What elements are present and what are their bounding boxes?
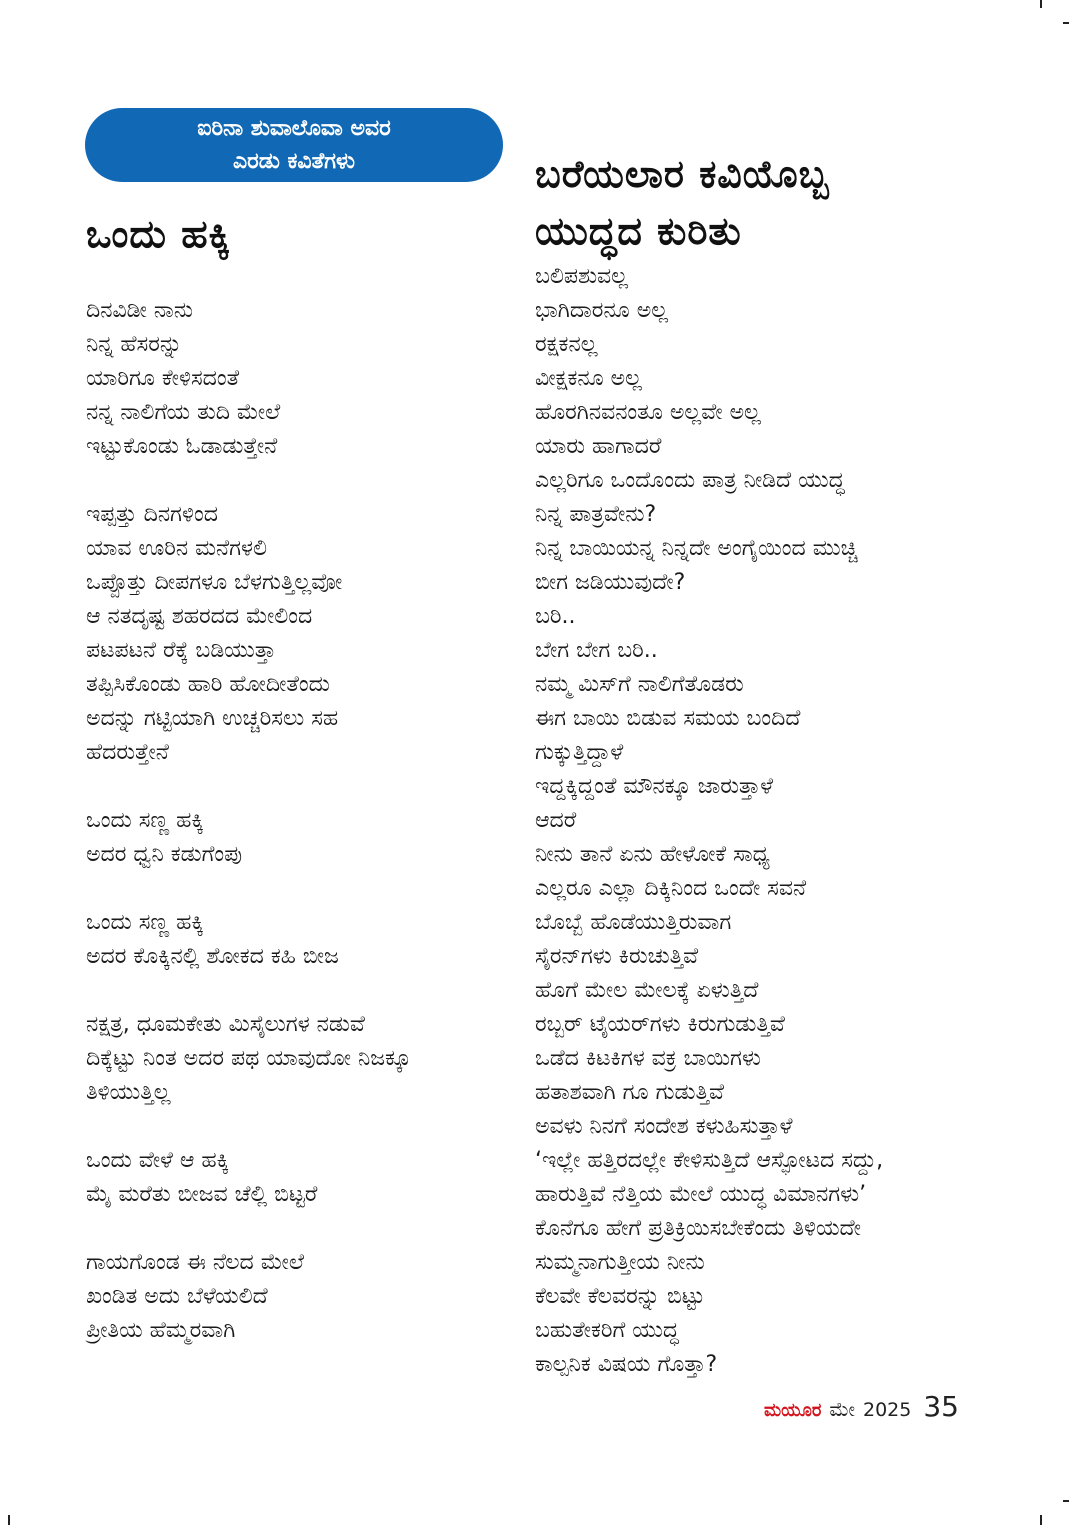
poem-line: ರಕ್ಷಕನಲ್ಲ [535,332,598,357]
poem-line: ಬಲಿಪಶುವಲ್ಲ [535,264,629,289]
stanza [86,804,526,872]
poem-line: ಸುಮ್ಮನಾಗುತ್ತೀಯ ನೀನು [535,1250,705,1275]
right-poem-title [535,146,830,260]
stanza [86,1246,526,1348]
poem-line: ಮೈ ಮರೆತು ಬೀಜವ ಚೆಲ್ಲಿ ಬಿಟ್ಟರೆ [86,1182,318,1207]
crop-mark [1063,22,1069,24]
poem-line: ನಕ್ಷತ್ರ, ಧೂಮಕೇತು ಮಿಸೈಲುಗಳ ನಡುವೆ [86,1012,365,1037]
poem-line: ಕೊನೆಗೂ ಹೇಗೆ ಪ್ರತಿಕ್ರಿಯಿಸಬೇಕೆಂದು ತಿಳಿಯದೇ [535,1216,861,1241]
stanza [86,906,526,974]
poem-line: ನಿನ್ನ ಹೆಸರನ್ನು [86,332,183,357]
poem-line: ಬೊಬ್ಬೆ ಹೊಡೆಯುತ್ತಿರುವಾಗ [535,910,732,935]
poem-line: ನನ್ನ ನಾಲಿಗೆಯ ತುದಿ ಮೇಲೆ [86,400,281,425]
poem-line: ಪ್ರೀತಿಯ ಹೆಮ್ಮರವಾಗಿ [86,1318,236,1343]
poem-line: ಅದನ್ನು ಗಟ್ಟಿಯಾಗಿ ಉಚ್ಚರಿಸಲು ಸಹ [86,706,339,731]
poem-line: ಪಟಪಟನೆ ರೆಕ್ಕೆ ಬಡಿಯುತ್ತಾ [86,638,277,663]
poem-line: ದಿನವಿಡೀ ನಾನು [86,298,194,323]
poem-line: ಹೊಗೆ ಮೇಲ ಮೇಲಕ್ಕೆ ಏಳುತ್ತಿದೆ [535,978,759,1003]
right-poem-body [535,260,1005,1382]
page-number: 35 [923,1390,959,1423]
poem-line: ಬೀಗ ಜಡಿಯುವುದೇ? [535,570,686,595]
poem-line: ಈಗ ಬಾಯಿ ಬಿಡುವ ಸಮಯ ಬಂದಿದೆ [535,706,801,731]
poem-line: ಆ ನತದೃಷ್ಟ ಶಹರದದ ಮೇಲಿಂದ [86,604,313,629]
poem-line: ಹತಾಶವಾಗಿ ಗೂ ಗುಡುತ್ತಿವೆ [535,1080,725,1105]
poem-line: ‘ಇಲ್ಲೇ ಹತ್ತಿರದಲ್ಲೇ ಕೇಳಿಸುತ್ತಿದೆ ಆಸ್ಫೋಟದ ಸದ್ದು, [535,1148,884,1173]
crop-mark [1040,0,1042,8]
poem-line: ಎಲ್ಲರೂ ಎಲ್ಲಾ ದಿಕ್ಕಿನಿಂದ ಒಂದೇ ಸವನೆ [535,876,807,901]
poem-line: ಹೊರಗಿನವನಂತೂ ಅಲ್ಲವೇ ಅಲ್ಲ [535,400,761,425]
stanza [86,1144,526,1212]
poem-line: ಗಾಯಗೊಂಡ ಈ ನೆಲದ ಮೇಲೆ [86,1250,305,1275]
issue-month: ಮೇ [829,1397,855,1421]
poem-line: ರಬ್ಬರ್ ಟೈಯರ್‌ಗಳು ಕಿರುಗುಡುತ್ತಿವೆ [535,1012,785,1037]
crop-mark [1040,1515,1042,1525]
badge-line-2: ಎರಡು ಕವಿತೆಗಳು [233,149,355,174]
crop-mark [8,1515,10,1525]
poem-line: ಯಾರು ಹಾಗಾದರೆ [535,434,662,459]
poem-line: ವೀಕ್ಷಕನೂ ಅಲ್ಲ [535,366,642,391]
stanza [86,1008,526,1110]
poem-line: ಕೆಲವೇ ಕೆಲವರನ್ನು ಬಿಟ್ಟು [535,1284,705,1309]
poem-line: ಅವಳು ನಿನಗೆ ಸಂದೇಶ ಕಳುಹಿಸುತ್ತಾಳೆ [535,1114,793,1139]
poem-line: ಒಂದು ಸಣ್ಣ ಹಕ್ಕಿ [86,808,204,833]
poem-line: ದಿಕ್ಕೆಟ್ಟು ನಿಂತ ಅದರ ಪಥ ಯಾವುದೋ ನಿಜಕ್ಕೂ [86,1046,412,1071]
poem-line: ಒಂದು ವೇಳೆ ಆ ಹಕ್ಕಿ [86,1148,230,1173]
poem-line: ಕಾಲ್ಪನಿಕ ವಿಷಯ ಗೊತ್ತಾ? [535,1352,718,1377]
poem-line: ಯಾವ ಊರಿನ ಮನೆಗಳಲಿ [86,536,268,561]
poem-line: ಇಟ್ಟುಕೊಂಡು ಓಡಾಡುತ್ತೇನೆ [86,434,278,459]
page-footer [764,1390,959,1430]
poem-line: ಒಪ್ಪೊತ್ತು ದೀಪಗಳೂ ಬೆಳಗುತ್ತಿಲ್ಲವೋ [86,570,343,595]
poem-line: ನಿನ್ನ ಪಾತ್ರವೇನು? [535,502,657,527]
right-title-line-2: ಯುದ್ಧದ ಕುರಿತು [535,209,742,253]
stanza [86,294,526,464]
poem-line: ಒಂದು ಸಣ್ಣ ಹಕ್ಕಿ [86,910,204,935]
crop-mark [1063,1500,1069,1502]
magazine-logo: ಮಯೂರ [764,1400,822,1421]
poem-line: ನಿನ್ನ ಬಾಯಿಯನ್ನ ನಿನ್ನದೇ ಅಂಗೈಯಿಂದ ಮುಚ್ಚಿ [535,536,858,561]
poem-line: ಬರಿ.. [535,604,576,629]
poem-line: ಅದರ ಧ್ವನಿ ಕಡುಗೆಂಪು [86,842,243,867]
issue-year: 2025 [863,1399,912,1421]
poem-line: ಇದ್ದಕ್ಕಿದ್ದಂತೆ ಮೌನಕ್ಕೂ ಜಾರುತ್ತಾಳೆ [535,774,774,799]
poem-line: ಎಲ್ಲರಿಗೂ ಒಂದೊಂದು ಪಾತ್ರ ನೀಡಿದೆ ಯುದ್ಧ [535,468,845,493]
poem-line: ಒಡೆದ ಕಿಟಕಿಗಳ ವಕ್ರ ಬಾಯಿಗಳು [535,1046,761,1071]
poem-line: ತಪ್ಪಿಸಿಕೊಂಡು ಹಾರಿ ಹೋದೀತೆಂದು [86,672,330,697]
poem-line: ನಮ್ಮ ಮಿಸ್‌ಗೆ ನಾಲಿಗೆತೊಡರು [535,672,744,697]
poem-line: ನೀನು ತಾನೆ ಏನು ಹೇಳೋಕೆ ಸಾಧ್ಯ [535,842,770,867]
poem-line: ಭಾಗಿದಾರನೂ ಅಲ್ಲ [535,298,669,323]
right-title-line-1: ಬರೆಯಲಾರ ಕವಿಯೊಬ್ಬ [535,152,830,196]
poem-line: ಇಪ್ಪತ್ತು ದಿನಗಳಿಂದ [86,502,218,527]
poem-line: ಹಾರುತ್ತಿವೆ ನೆತ್ತಿಯ ಮೇಲೆ ಯುದ್ಧ ವಿಮಾನಗಳು’ [535,1182,867,1207]
poem-line: ಗುಕ್ಕುತ್ತಿದ್ದಾಳೆ [535,740,624,765]
poem-line: ಖಂಡಿತ ಅದು ಬೆಳೆಯಲಿದೆ [86,1284,268,1309]
poem-line: ಆದರೆ [535,808,577,833]
poem-line: ಯಾರಿಗೂ ಕೇಳಿಸದಂತೆ [86,366,240,391]
left-poem-body [86,294,526,1348]
poem-line: ಬೇಗ ಬೇಗ ಬರಿ.. [535,638,658,663]
poem-line: ಹೆದರುತ್ತೇನೆ [86,740,169,765]
poem-line: ಅದರ ಕೊಕ್ಕಿನಲ್ಲಿ ಶೋಕದ ಕಹಿ ಬೀಜ [86,944,339,969]
badge-line-1: ಐರಿನಾ ಶುವಾಲೊವಾ ಅವರ [197,116,391,141]
left-poem-title: ಒಂದು ಹಕ್ಕಿ [86,212,231,256]
poem-line: ಸೈರನ್‌ಗಳು ಕಿರುಚುತ್ತಿವೆ [535,944,699,969]
section-badge [85,108,503,182]
poem-line: ಬಹುತೇಕರಿಗೆ ಯುದ್ಧ [535,1318,679,1343]
stanza [86,498,526,770]
poem-line: ತಿಳಿಯುತ್ತಿಲ್ಲ [86,1080,171,1105]
